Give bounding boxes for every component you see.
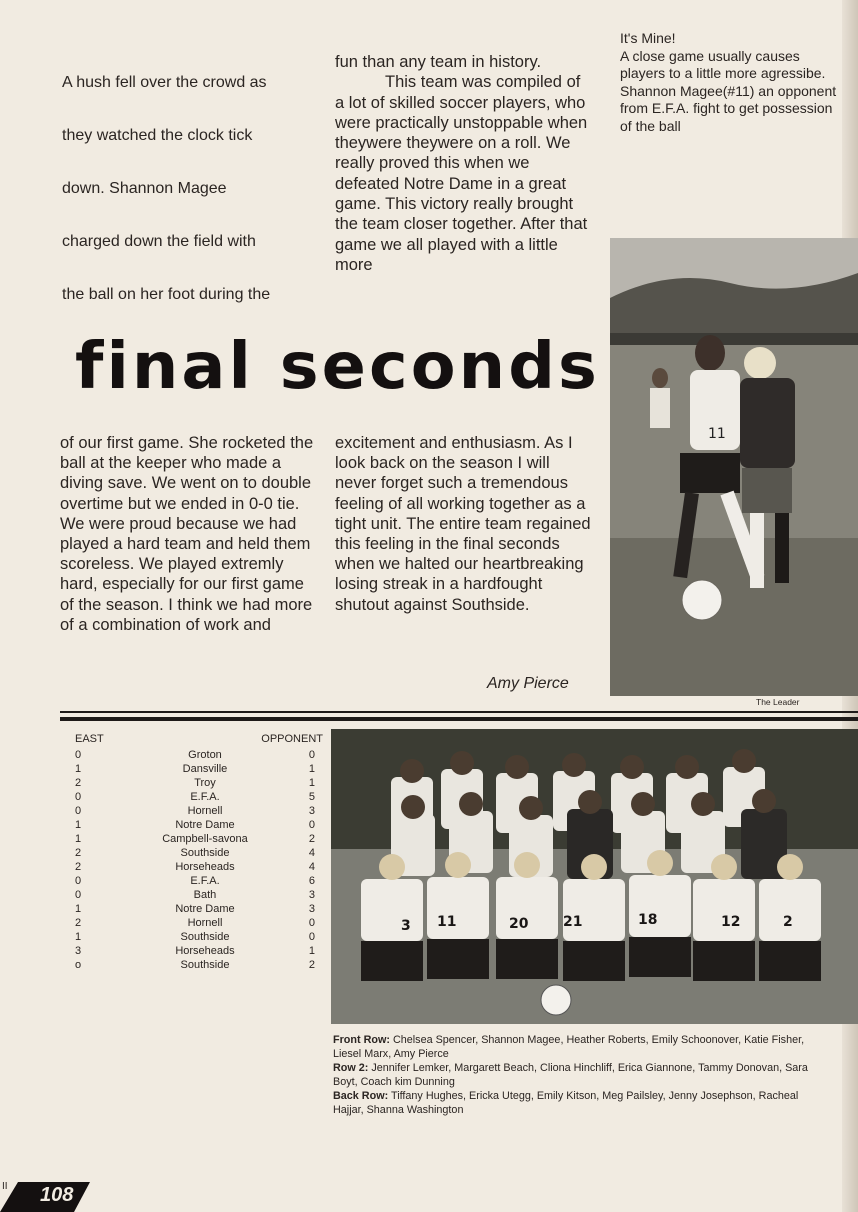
- opponent-team: E.F.A.: [190, 791, 220, 803]
- score-row: [75, 944, 323, 958]
- roster-names: Tiffany Hughes, Ericka Utegg, Emily Kitson, Meg Pailsley, Jenny Josephson, Racheal Hajjar, Shanna Washington: [333, 1090, 799, 1116]
- opponent-score: 2: [308, 959, 315, 971]
- opponent-score: 1: [308, 945, 315, 957]
- folio-marker: II: [2, 1181, 8, 1192]
- roster-label: Back Row:: [333, 1090, 389, 1102]
- intro-line: down. Shannon Magee: [62, 180, 227, 197]
- jersey-number: 18: [638, 912, 658, 928]
- opponent-score: 3: [308, 805, 315, 817]
- opponent-team: Campbell-savona: [162, 833, 248, 845]
- caption-text: A close game usually causes players to a little more agressibe. Shannon Magee(#11) an opponent from E.F.A. fight to get possession of the ball: [620, 47, 837, 134]
- east-score: 2: [75, 917, 82, 929]
- jersey-number: 11: [437, 914, 457, 930]
- photo-credit: The Leader: [756, 697, 800, 707]
- jersey-number: 21: [563, 914, 583, 930]
- divider-rule: [60, 711, 858, 713]
- east-score: 0: [75, 805, 82, 817]
- opponent-team: Dansville: [182, 763, 228, 775]
- article-paragraph: excitement and enthusiasm. As I look back on the season I will never forget such a tremendous feeling of all working together as a tight unit. The entire team regained this feeling in the final seconds when we halted our heartbreaking losing streak in a hardfought shutout against Southside.: [335, 434, 591, 614]
- intro-line: they watched the clock tick: [62, 127, 253, 144]
- opponent-team: Groton: [188, 749, 222, 761]
- opponent-score: 5: [308, 791, 315, 803]
- opponent-score: 2: [308, 833, 315, 845]
- team-photo-illustration: [331, 729, 858, 1024]
- article-paragraph: fun than any team in history.: [335, 53, 542, 71]
- score-row: [75, 846, 323, 860]
- article-column-1-bottom: [60, 433, 320, 635]
- opponent-score: 1: [308, 777, 315, 789]
- roster-label: Front Row:: [333, 1034, 390, 1046]
- article-column-2-bottom: [335, 433, 595, 615]
- byline: Amy Pierce: [487, 675, 569, 692]
- roster-front-row: [333, 1033, 808, 1061]
- intro-line: A hush fell over the crowd as: [62, 74, 267, 91]
- scoreboard-header-east: EAST: [75, 733, 104, 745]
- opponent-score: 3: [308, 903, 315, 915]
- divider-rule: [60, 717, 858, 721]
- jersey-number: 20: [509, 916, 529, 932]
- east-score: 2: [75, 777, 82, 789]
- opponent-score: 1: [308, 763, 315, 775]
- score-row: [75, 748, 323, 762]
- east-score: 1: [75, 819, 82, 831]
- east-score: 0: [75, 791, 82, 803]
- roster-back-row: [333, 1089, 808, 1117]
- opponent-team: Southside: [180, 959, 230, 971]
- jersey-number: 12: [721, 914, 741, 930]
- jersey-number: 3: [401, 918, 411, 934]
- jersey-number: 2: [783, 914, 793, 930]
- opponent-team: Troy: [194, 777, 216, 789]
- opponent-team: Notre Dame: [175, 903, 235, 915]
- svg-text:11: 11: [708, 426, 726, 442]
- opponent-team: Horseheads: [175, 861, 235, 873]
- caption-title: It's Mine!: [620, 30, 676, 46]
- east-score: 1: [75, 833, 82, 845]
- team-photo: [331, 729, 858, 1024]
- intro-line: charged down the field with: [62, 233, 256, 250]
- opponent-score: 3: [308, 889, 315, 901]
- article-column-2-top: [335, 52, 593, 275]
- article-paragraph: of our first game. She rocketed the ball at the keeper who made a diving save. We went on to double overtime but we ended in 0-0 tie. We were proud because we had played a hard team and held them scoreless. We played extremly hard, especially for our first game of the season. I think we had more of a combination of work and: [60, 434, 314, 634]
- scoreboard-header-opponent: OPPONENT: [261, 733, 323, 745]
- score-row: [75, 860, 323, 874]
- east-score: 1: [75, 931, 82, 943]
- score-row: [75, 888, 323, 902]
- roster-row-2: [333, 1061, 808, 1089]
- score-row: [75, 832, 323, 846]
- east-score: 2: [75, 847, 82, 859]
- team-roster: [333, 1033, 808, 1117]
- east-score: 0: [75, 749, 82, 761]
- article-paragraph-wrap: [335, 72, 593, 275]
- east-score: 1: [75, 763, 82, 775]
- opponent-team: Southside: [180, 847, 230, 859]
- opponent-team: E.F.A.: [190, 875, 220, 887]
- photo-caption: [620, 30, 845, 135]
- page-number: 108: [40, 1184, 74, 1206]
- opponent-team: Southside: [180, 931, 230, 943]
- score-row: [75, 958, 323, 972]
- east-score: 0: [75, 875, 82, 887]
- opponent-team: Hornell: [187, 805, 223, 817]
- opponent-score: 0: [308, 917, 315, 929]
- opponent-score: 0: [308, 749, 315, 761]
- east-score: 0: [75, 889, 82, 901]
- opponent-score: 4: [308, 861, 315, 873]
- opponent-team: Notre Dame: [175, 819, 235, 831]
- score-row: [75, 818, 323, 832]
- score-row: [75, 930, 323, 944]
- east-score: 2: [75, 861, 82, 873]
- score-row: [75, 804, 323, 818]
- score-row: [75, 762, 323, 776]
- opponent-team: Hornell: [187, 917, 223, 929]
- roster-names: Chelsea Spencer, Shannon Magee, Heather Roberts, Emily Schoonover, Katie Fisher, Liesel Marx, Amy Pierce: [333, 1034, 805, 1060]
- opponent-team: Horseheads: [175, 945, 235, 957]
- scoreboard-header: [75, 733, 323, 748]
- intro-column: [62, 70, 317, 335]
- east-score: 1: [75, 903, 82, 915]
- article-paragraph: This team was compiled of a lot of skilled soccer players, who were practically unstoppable when theywere theywere on a roll. We really proved this when we defeated Notre Dame in a great game. This victory really brought the team closer together. After that game we all played with a little more: [335, 73, 588, 274]
- east-score: 3: [75, 945, 82, 957]
- east-score: o: [75, 959, 82, 971]
- roster-label: Row 2:: [333, 1062, 369, 1074]
- action-photo: [610, 238, 858, 696]
- score-row: [75, 776, 323, 790]
- opponent-score: 6: [308, 875, 315, 887]
- action-photo-illustration: [610, 238, 858, 696]
- score-row: [75, 916, 323, 930]
- roster-names: Jennifer Lemker, Margarett Beach, Cliona Hinchliff, Erica Giannone, Tammy Donovan, Sara Boyt, Coach kim Dunning: [333, 1062, 808, 1088]
- score-row: [75, 874, 323, 888]
- score-row: [75, 902, 323, 916]
- opponent-team: Bath: [193, 889, 217, 901]
- intro-line: the ball on her foot during the: [62, 286, 271, 303]
- opponent-score: 0: [308, 819, 315, 831]
- opponent-score: 4: [308, 847, 315, 859]
- scoreboard: [75, 733, 323, 972]
- opponent-score: 0: [308, 931, 315, 943]
- score-row: [75, 790, 323, 804]
- headline: final seconds: [75, 330, 600, 404]
